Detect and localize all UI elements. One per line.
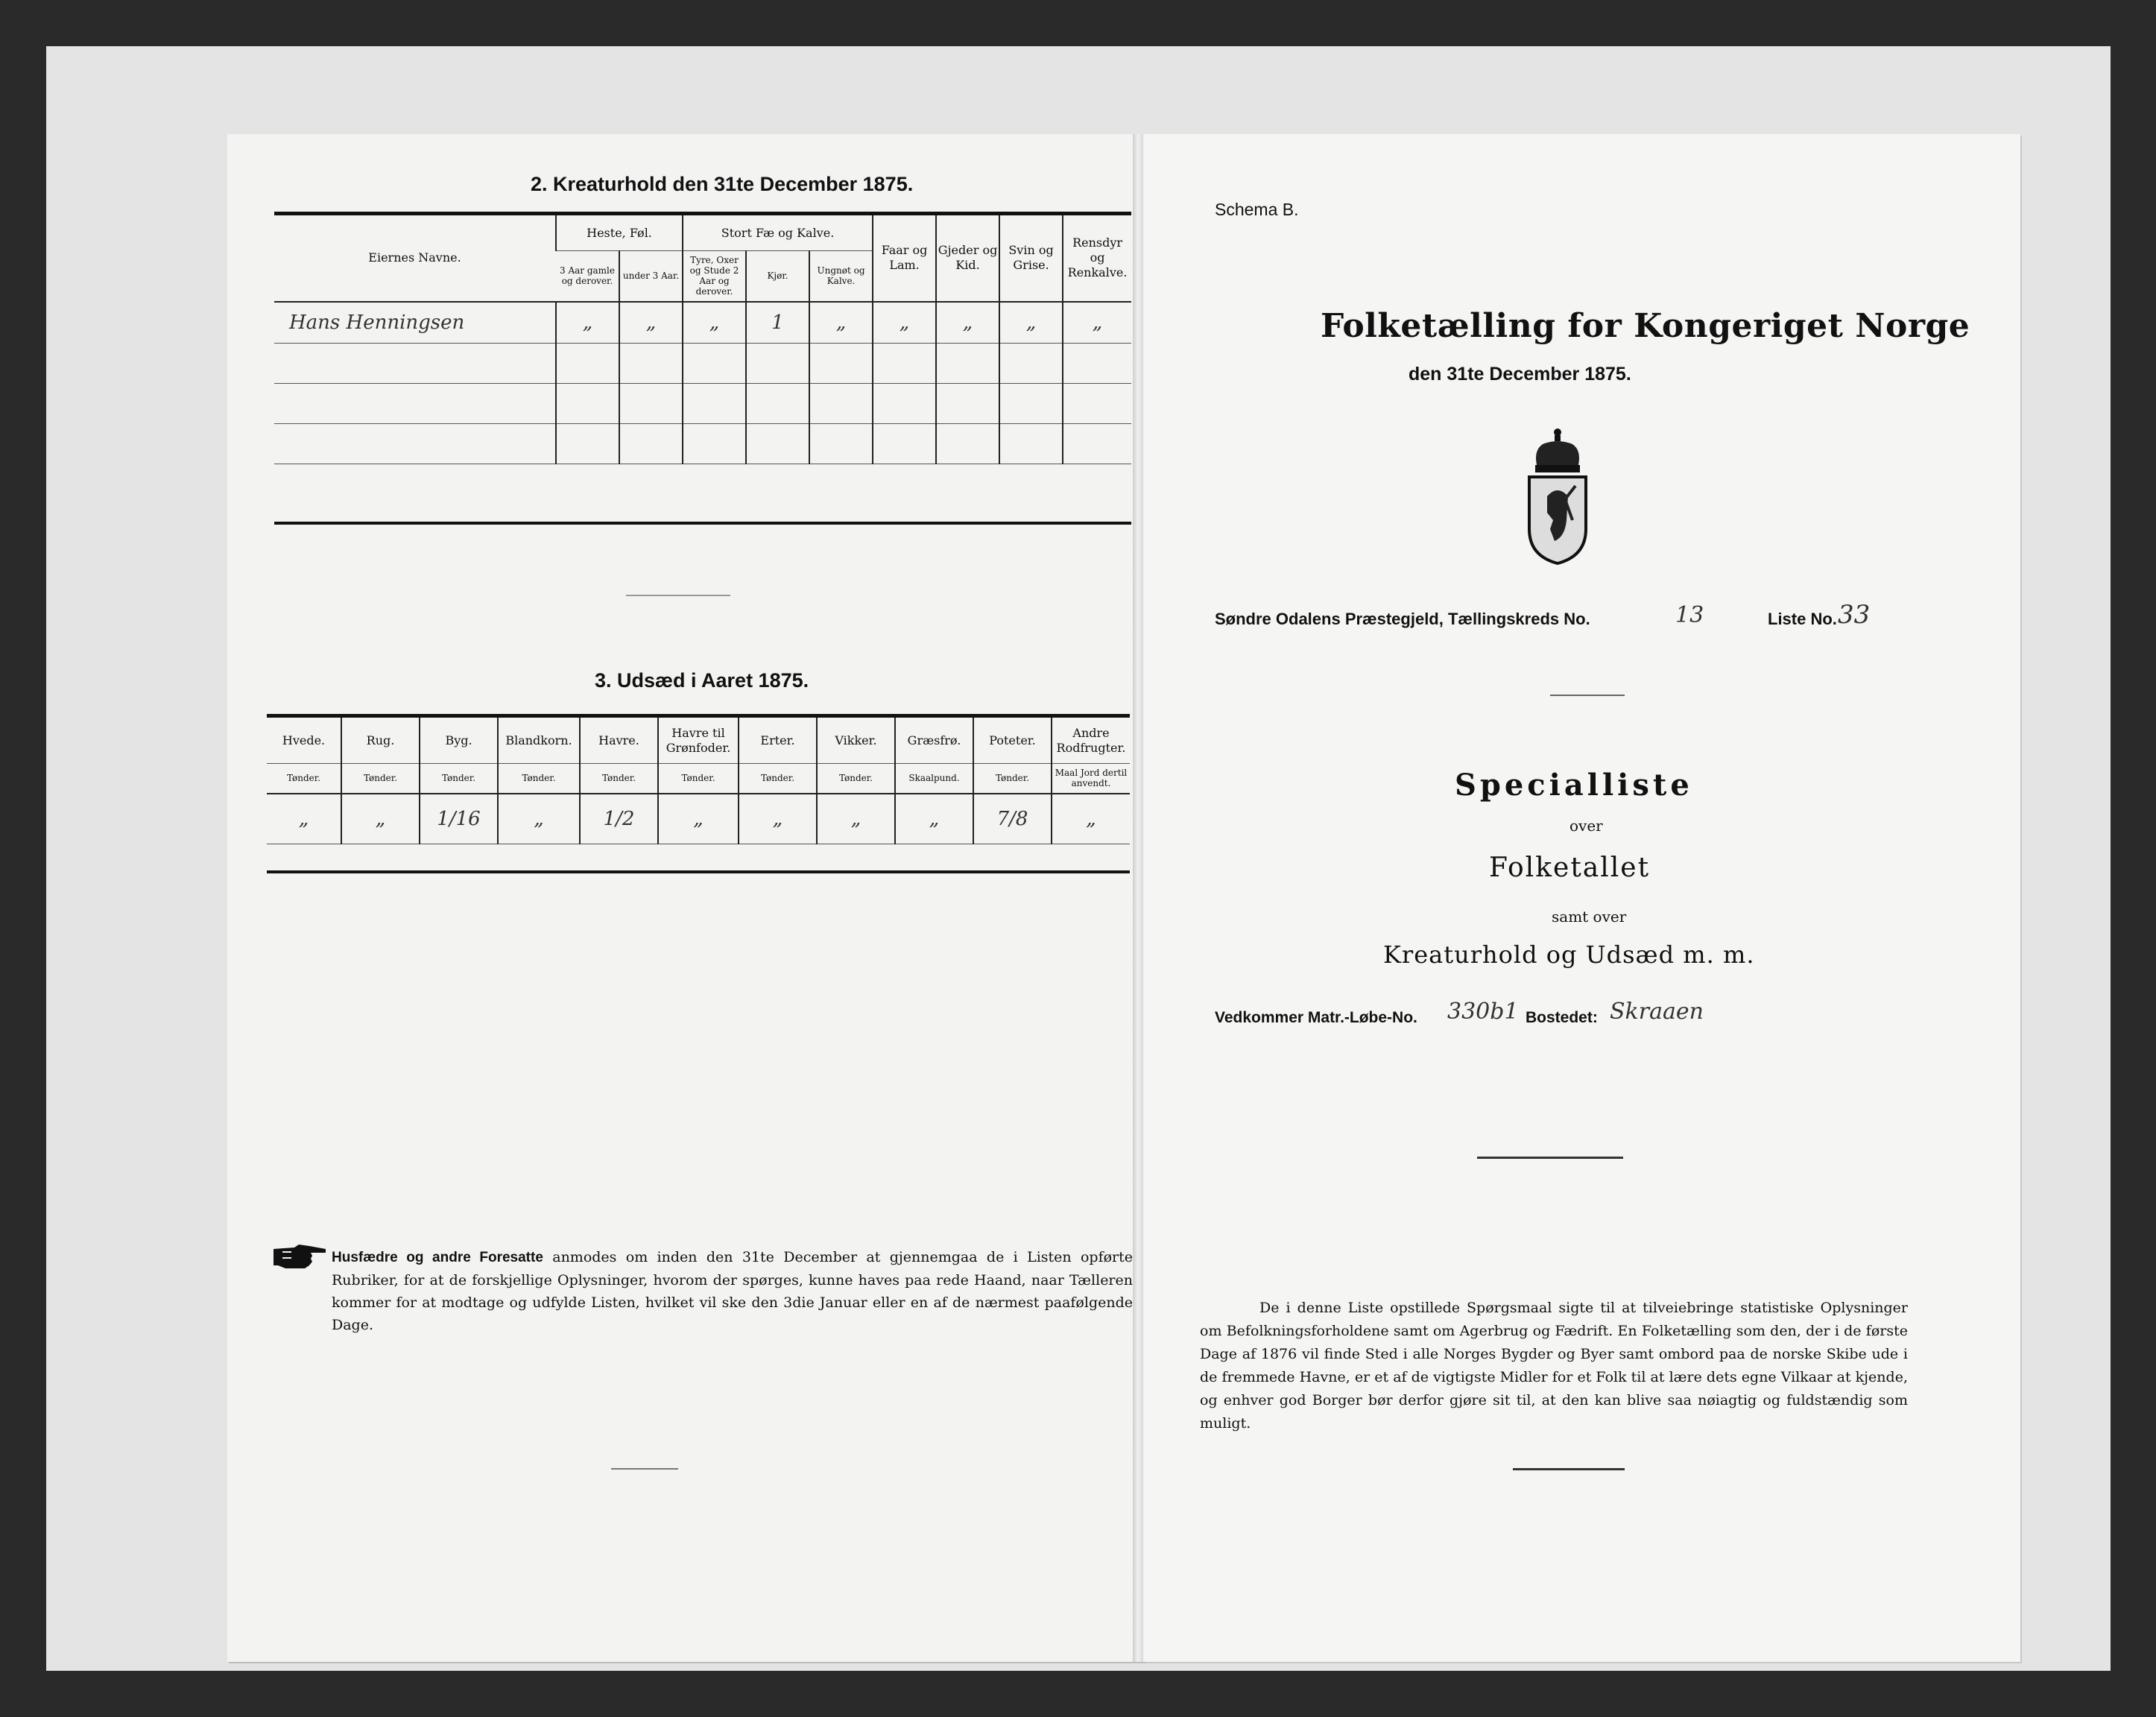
- over-text: over: [1569, 817, 1603, 835]
- table-row: [274, 302, 1131, 344]
- table-cell: 1/16: [420, 794, 498, 844]
- table-row: [274, 424, 1131, 464]
- folketallet-heading: Folketallet: [1489, 853, 1651, 883]
- unit-label: Tønder.: [658, 764, 739, 794]
- separator-line: [1477, 1157, 1623, 1159]
- liste-no-value: 33: [1838, 600, 1871, 630]
- section2-title: 2. Kreaturhold den 31te December 1875.: [531, 173, 914, 195]
- table-cell: „: [1052, 794, 1130, 844]
- cattle-cows-header: Kjør.: [746, 251, 809, 302]
- separator-line: [1550, 695, 1625, 696]
- crop-header-vikker: Vikker.: [817, 716, 895, 764]
- unit-label: Skaalpund.: [895, 764, 973, 794]
- samt-over-text: samt over: [1552, 908, 1627, 926]
- table-cell: 1/2: [580, 794, 658, 844]
- cattle-young-header: Ungnøt og Kalve.: [809, 251, 873, 302]
- crop-header-byg: Byg.: [420, 716, 498, 764]
- kreaturhold-heading: Kreaturhold og Udsæd m. m.: [1383, 940, 1755, 969]
- matr-no-value: 330b1: [1447, 999, 1519, 1025]
- section3-title: 3. Udsæd i Aaret 1875.: [595, 669, 809, 692]
- goats-header: Gjeder og Kid.: [936, 214, 999, 302]
- crop-header-havre-gronfoder: Havre til Grønfoder.: [658, 716, 739, 764]
- unit-label: Tønder.: [817, 764, 895, 794]
- specialliste-heading: Specialliste: [1455, 768, 1693, 803]
- owner-header: Eiernes Navne.: [274, 214, 556, 302]
- bosted-value: Skraaen: [1610, 999, 1704, 1025]
- kreaturhold-table: [274, 212, 1131, 464]
- table-row: [274, 384, 1131, 424]
- horses-old-header: 3 Aar gamle og derover.: [556, 251, 619, 302]
- cattle-header: Stort Fæ og Kalve.: [683, 214, 873, 251]
- table-cell: „: [658, 794, 739, 844]
- table-cell: 1: [746, 302, 809, 344]
- table-cell: „: [739, 794, 817, 844]
- crop-header-rug: Rug.: [341, 716, 420, 764]
- unit-label: Tønder.: [580, 764, 658, 794]
- parish-line: Søndre Odalens Præstegjeld, Tællingskreds No.: [1215, 610, 1590, 628]
- intro-paragraph: De i denne Liste opstillede Spørgsmaal sigte til at tilveiebringe statistiske Oplysninger om Befolkningsforholdene samt om Agerbrug og Fædrift. En Folketælling som den, der i de første Dage af 1876 vil finde Sted i alle Norges Bygder og Byer samt ombord paa de norske Skibe ude i de fremmede Havne, er et af de vigtigste Midler for et Folk til at lære dets egne Vilkaar at kjende, og enhver god Borger bør derfor gjøre sit til, at den kan blive saa nøiagtig og fuldstændig som muligt.: [1200, 1300, 1908, 1432]
- unit-label: Tønder.: [498, 764, 580, 794]
- pointing-hand-icon: [272, 1243, 327, 1271]
- bosted-label: Bostedet:: [1526, 1009, 1598, 1026]
- crop-header-rodfrugter: Andre Rodfrugter.: [1052, 716, 1130, 764]
- unit-label: Tønder.: [341, 764, 420, 794]
- table-cell: „: [341, 794, 420, 844]
- table-bottom-rule: [274, 522, 1131, 525]
- liste-label: Liste No.: [1768, 610, 1837, 628]
- crop-header-blandkorn: Blandkorn.: [498, 716, 580, 764]
- separator-line: [1513, 1468, 1625, 1470]
- crop-header-graesfro: Græsfrø.: [895, 716, 973, 764]
- coat-of-arms-icon: [1520, 425, 1595, 566]
- notice-text: [332, 1246, 1133, 1336]
- separator-line: [626, 595, 730, 596]
- crop-header-havre: Havre.: [580, 716, 658, 764]
- table-cell: „: [267, 794, 341, 844]
- table-cell: „: [498, 794, 580, 844]
- crop-header-poteter: Poteter.: [973, 716, 1052, 764]
- crop-header-erter: Erter.: [739, 716, 817, 764]
- horses-header: Heste, Føl.: [556, 214, 683, 251]
- document-subtitle: den 31te December 1875.: [1409, 364, 1631, 385]
- unit-label: Tønder.: [267, 764, 341, 794]
- document-title: Folketælling for Kongeriget Norge: [1321, 307, 1970, 345]
- table-cell: „: [873, 302, 936, 344]
- crop-header-hvede: Hvede.: [267, 716, 341, 764]
- table-cell: „: [556, 302, 619, 344]
- table-row: [267, 794, 1130, 844]
- table-cell: „: [683, 302, 746, 344]
- table-cell: „: [809, 302, 873, 344]
- unit-label: Tønder.: [739, 764, 817, 794]
- table-cell: „: [1063, 302, 1131, 344]
- table-cell: „: [817, 794, 895, 844]
- owner-name-cell: Hans Henningsen: [274, 302, 556, 344]
- table-cell: „: [619, 302, 683, 344]
- table-row: [274, 344, 1131, 384]
- horses-young-header: under 3 Aar.: [619, 251, 683, 302]
- matr-label: Vedkommer Matr.-Løbe-No.: [1215, 1009, 1417, 1026]
- schema-label: Schema B.: [1215, 200, 1299, 219]
- unit-label: Maal Jord dertil anvendt.: [1052, 764, 1130, 794]
- notice-lead: Husfædre og andre Foresatte: [332, 1250, 543, 1265]
- notice-body: anmodes om inden den 31te December at gjennemgaa de i Listen opførte Rubriker, for at de forskjellige Oplysninger, hvorom der spørges, kunne haves paa rede Haand, naar Tælleren kommer for at modtage og udfylde Listen, hvilket vil ske den 3die Januar eller en af de nærmest paafølgende Dage.: [332, 1249, 1134, 1333]
- cattle-bulls-header: Tyre, Oxer og Stude 2 Aar og derover.: [683, 251, 746, 302]
- table-cell: „: [936, 302, 999, 344]
- table-cell: „: [895, 794, 973, 844]
- separator-line: [611, 1468, 678, 1470]
- udsaed-table: [267, 714, 1130, 844]
- table-bottom-rule: [267, 870, 1130, 873]
- pigs-header: Svin og Grise.: [999, 214, 1063, 302]
- table-cell: „: [999, 302, 1063, 344]
- kreds-no-value: 13: [1675, 602, 1704, 628]
- unit-label: Tønder.: [973, 764, 1052, 794]
- sheep-header: Faar og Lam.: [873, 214, 936, 302]
- unit-label: Tønder.: [420, 764, 498, 794]
- reindeer-header: Rensdyr og Renkalve.: [1063, 214, 1131, 302]
- page-fold: [1133, 134, 1143, 1662]
- table-cell: 7/8: [973, 794, 1052, 844]
